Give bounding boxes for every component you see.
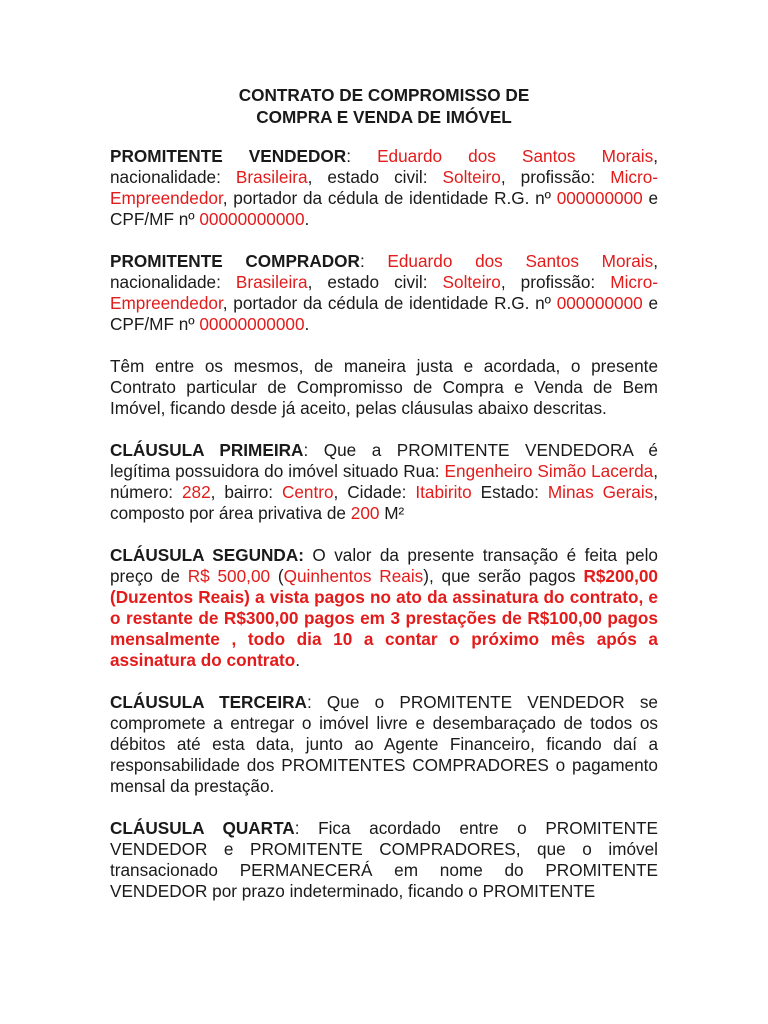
seller-rg: 000000000 — [556, 188, 643, 208]
clause-1-state-label: Estado: — [480, 482, 539, 502]
clause-2-paren-open: ( — [277, 566, 284, 586]
clause-1-area-label: , composto por área privativa de — [110, 482, 659, 523]
seller-nationality-label: nacionalidade: — [110, 167, 221, 187]
seller-label: PROMITENTE VENDEDOR — [110, 146, 347, 166]
clause-2-end: . — [295, 650, 301, 670]
seller-civil-label: estado civil: — [327, 167, 428, 187]
buyer-civil-label: estado civil: — [327, 272, 428, 292]
clause-1-city-label: , Cidade: — [333, 482, 407, 502]
buyer-paragraph: PROMITENTE COMPRADOR: Eduardo dos Santos Morais, nacionalidade: Brasileira, estado civil: Solteiro, profissão: Micro-Empreendedor, portador da cédula de identidade R.G. nº 000000000 e CPF/MF nº 00000000000. — [110, 251, 658, 334]
seller-civil-status: Solteiro — [442, 167, 501, 187]
buyer-name: Eduardo dos Santos Morais — [387, 251, 654, 271]
clause-2-price-words: Quinhentos Reais — [283, 566, 424, 586]
intro-paragraph: Têm entre os mesmos, de maneira justa e acordada, o presente Contrato particular de Compromisso de Compra e Venda de Bem Imóvel, ficando desde já aceito, pelas cláusulas abaixo descritas. — [110, 356, 658, 418]
clause-1-paragraph — [110, 440, 658, 524]
clause-2-heading: CLÁUSULA SEGUNDA: — [110, 545, 304, 565]
buyer-rg: 000000000 — [556, 293, 643, 313]
clause-4-text: : Fica acordado entre o PROMITENTE VENDEDOR e PROMITENTE COMPRADORES, que o imóvel transacionado PERMANECERÁ em nome do PROMITENTE VENDEDOR por prazo indeterminado, ficando o PROMITENTE — [110, 818, 658, 901]
clause-2-price: R$ 500,00 — [187, 566, 271, 586]
clause-1-street: Engenheiro Simão Lacerda — [444, 461, 654, 481]
clause-4-paragraph — [110, 818, 658, 902]
clause-3-text: : Que o PROMITENTE VENDEDOR se compromete a entregar o imóvel livre e desembaraçado de todos os débitos até esta data, junto ao Agente Financeiro, ficando daí a responsabilidade dos PROMITENTES COMPRADORES o pagamento mensal da prestação. — [110, 692, 658, 796]
clause-1-number: 282 — [181, 482, 211, 502]
buyer-profession-label: profissão: — [520, 272, 596, 292]
seller-rg-label: portador da cédula de identidade R.G. nº — [233, 188, 551, 208]
clause-1-city: Itabirito — [415, 482, 472, 502]
seller-cpf-label: e CPF/MF nº — [110, 188, 658, 229]
clause-1-text: : Que a PROMITENTE VENDEDORA é legítima possuidora do imóvel situado Rua: — [110, 440, 658, 481]
buyer-cpf-label: e CPF/MF nº — [110, 293, 658, 334]
title-line-2: COMPRA E VENDA DE IMÓVEL — [256, 107, 512, 127]
seller-cpf: 00000000000 — [199, 209, 305, 229]
buyer-cpf: 00000000000 — [199, 314, 305, 334]
clause-1-state: Minas Gerais — [547, 482, 654, 502]
clause-2-payment-terms: R$200,00 (Duzentos Reais) a vista pagos no ato da assinatura do contrato, e o restante de R$300,00 pagos em 3 prestações de R$100,00 pagos mensalmente , todo dia 10 a contar o próximo mês após a assinatura do contrato — [110, 566, 658, 670]
buyer-nationality: Brasileira — [235, 272, 308, 292]
clause-1-area-unit: M² — [384, 503, 405, 523]
clause-2-text: O valor da presente transação é feita pelo preço de — [110, 545, 658, 586]
seller-profession-label: profissão: — [520, 167, 596, 187]
document-title — [110, 84, 658, 128]
clause-3-heading: CLÁUSULA TERCEIRA — [110, 692, 307, 712]
clause-2-paragraph — [110, 545, 658, 671]
clause-1-district-label: , bairro: — [210, 482, 274, 502]
clause-4-heading: CLÁUSULA QUARTA — [110, 818, 295, 838]
clause-3-paragraph — [110, 692, 658, 797]
clause-1-number-label: , número: — [110, 461, 658, 502]
buyer-nationality-label: nacionalidade: — [110, 272, 221, 292]
clause-2-text-b: ), que serão pagos — [423, 566, 576, 586]
seller-name: Eduardo dos Santos Morais — [377, 146, 654, 166]
buyer-rg-label: portador da cédula de identidade R.G. nº — [233, 293, 551, 313]
clause-1-district: Centro — [281, 482, 334, 502]
buyer-civil-status: Solteiro — [442, 272, 501, 292]
clause-1-heading: CLÁUSULA PRIMEIRA — [110, 440, 304, 460]
seller-paragraph: PROMITENTE VENDEDOR: Eduardo dos Santos Morais, nacionalidade: Brasileira, estado civil: Solteiro, profissão: Micro-Empreendedor, portador da cédula de identidade R.G. nº 000000000 e CPF/MF nº 00000000000. — [110, 146, 658, 229]
seller-nationality: Brasileira — [235, 167, 308, 187]
seller-profession: Micro-Empreendedor — [110, 167, 658, 208]
contract-document — [110, 84, 658, 923]
buyer-profession: Micro-Empreendedor — [110, 272, 658, 313]
clause-1-area: 200 — [350, 503, 380, 523]
buyer-label: PROMITENTE COMPRADOR — [110, 251, 360, 271]
title-line-1: CONTRATO DE COMPROMISSO DE — [238, 85, 530, 105]
